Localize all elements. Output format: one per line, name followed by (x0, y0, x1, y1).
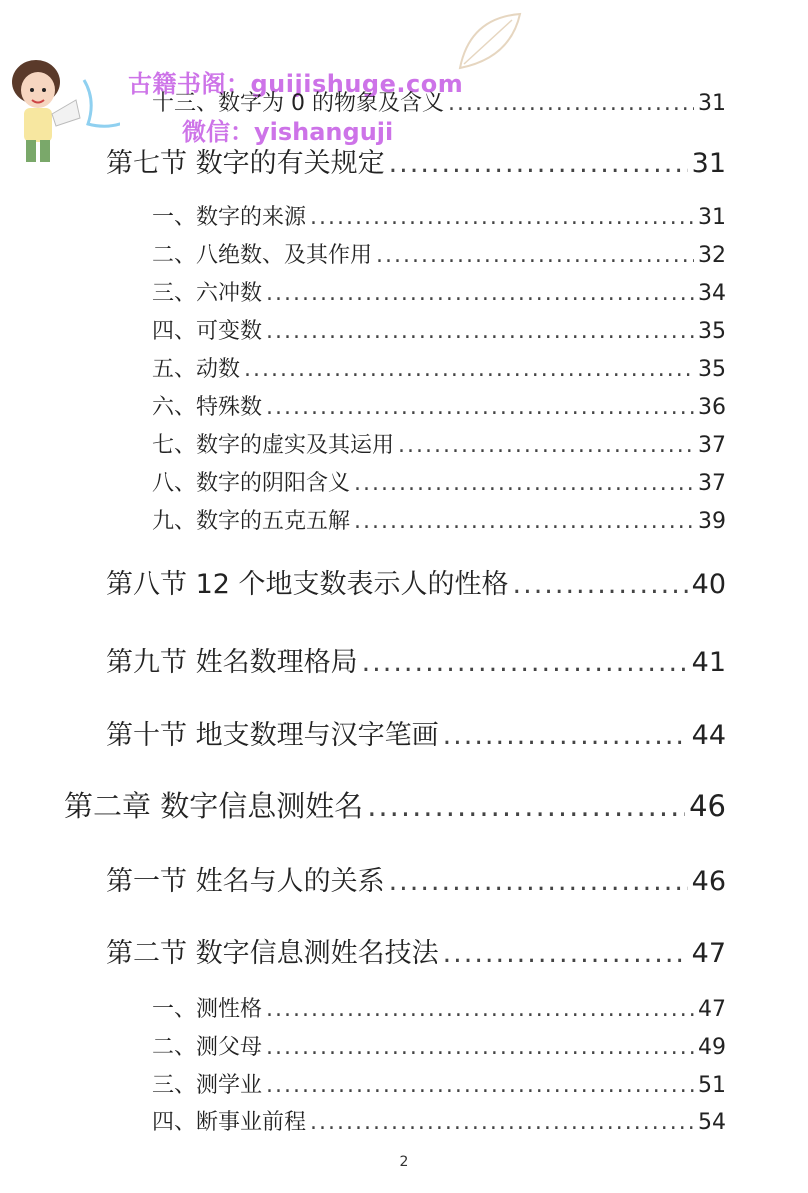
toc-entry-page: 49 (698, 1035, 726, 1060)
toc-entry[interactable] (152, 390, 726, 421)
toc-entry-page: 37 (698, 433, 726, 458)
toc-entry-page: 31 (698, 91, 726, 116)
toc-entry[interactable] (152, 428, 726, 459)
toc-entry-title: 八、数字的阴阳含义 (152, 471, 351, 496)
toc-entry[interactable] (106, 859, 726, 898)
toc-entry[interactable] (152, 200, 726, 231)
toc-entry[interactable] (106, 640, 726, 679)
toc-entry-page: 37 (698, 471, 726, 496)
toc-entry-title: 十三、数字为 0 的物象及含义 (152, 91, 444, 116)
toc-entry-page: 46 (689, 789, 726, 823)
toc-entry[interactable] (152, 352, 726, 383)
toc-entry-page: 41 (691, 647, 726, 678)
toc-entry-page: 44 (691, 720, 726, 751)
toc-entry-title: 六、特殊数 (152, 395, 263, 420)
toc-entry[interactable] (152, 466, 726, 497)
toc-entry-page: 54 (698, 1110, 726, 1135)
toc-entry-page: 31 (698, 205, 726, 230)
toc-entry-title: 四、断事业前程 (152, 1110, 307, 1135)
page-number: 2 (399, 1154, 409, 1170)
toc-entry[interactable] (152, 1105, 726, 1136)
toc-entry[interactable] (152, 992, 726, 1023)
toc-entry[interactable] (152, 1068, 726, 1099)
toc-entry[interactable] (64, 784, 726, 825)
toc-entry-page: 40 (691, 569, 726, 600)
toc-entry-page: 51 (698, 1073, 726, 1098)
toc-entry-title: 二、八绝数、及其作用 (152, 243, 373, 268)
toc-entry[interactable] (106, 141, 726, 180)
toc-entry-title: 四、可变数 (152, 319, 263, 344)
toc-entry[interactable] (106, 931, 726, 970)
toc-entry-page: 39 (698, 509, 726, 534)
toc-entry-page: 32 (698, 243, 726, 268)
watermark-line-2: 微信：yishanguji (182, 118, 394, 146)
toc-entry-title: 三、测学业 (152, 1073, 263, 1098)
toc-entry-title: 一、数字的来源 (152, 205, 307, 230)
toc-entry-title: 第十节 地支数理与汉字笔画 (106, 720, 439, 751)
toc-entry[interactable] (152, 238, 726, 269)
toc-entry-title: 三、六冲数 (152, 281, 263, 306)
toc-entry-page: 35 (698, 357, 726, 382)
toc-entry-title: 第一节 姓名与人的关系 (106, 866, 385, 897)
toc-entry-page: 35 (698, 319, 726, 344)
toc-entry-title: 九、数字的五克五解 (152, 509, 351, 534)
toc-entry-page: 47 (691, 938, 726, 969)
toc-entry-title: 第二节 数字信息测姓名技法 (106, 938, 439, 969)
toc-entry[interactable] (152, 86, 726, 117)
toc-entry[interactable] (152, 504, 726, 535)
toc-entry-title: 七、数字的虚实及其运用 (152, 433, 395, 458)
toc-entry-page: 36 (698, 395, 726, 420)
toc-entry-title: 第二章 数字信息测姓名 (64, 789, 364, 823)
toc-entry-page: 31 (691, 148, 726, 179)
toc-entry[interactable] (152, 1030, 726, 1061)
toc-entry-page: 47 (698, 997, 726, 1022)
toc-entry[interactable] (152, 314, 726, 345)
toc-entry-title: 第七节 数字的有关规定 (106, 148, 385, 179)
toc-entry[interactable] (152, 276, 726, 307)
toc-entry-title: 五、动数 (152, 357, 241, 382)
toc-entry-title: 第八节 12 个地支数表示人的性格 (106, 569, 509, 600)
toc-entry[interactable] (106, 562, 726, 601)
toc-entry[interactable] (106, 713, 726, 752)
watermark-line-1: 古籍书阁：guijishuge.com (128, 70, 464, 98)
toc-entry-title: 第九节 姓名数理格局 (106, 647, 358, 678)
toc-entry-title: 二、测父母 (152, 1035, 263, 1060)
toc-entry-page: 34 (698, 281, 726, 306)
toc-entry-page: 46 (691, 866, 726, 897)
toc-entry-title: 一、测性格 (152, 997, 263, 1022)
